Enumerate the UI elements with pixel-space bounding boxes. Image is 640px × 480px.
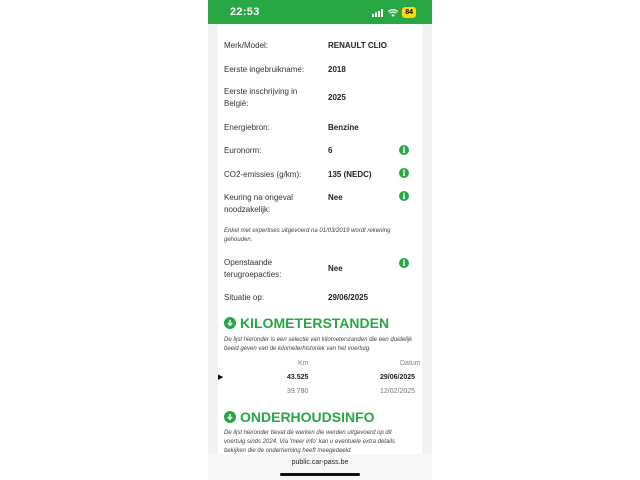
odometer-heading [224,315,389,331]
recalls-info-icon[interactable]: i [399,258,409,268]
odometer-km-1: 43.525 [287,374,309,381]
first-registration-be-label: Eerste inschrijving in België: [224,87,298,108]
inspection-label: Keuring na ongeval noodzakelijk: [224,193,293,214]
right-margin [422,24,432,454]
fuel-value: Benzine [328,123,359,132]
url-bar[interactable]: public.car-pass.be [291,459,349,466]
co2-info-icon[interactable]: i [399,168,409,178]
odometer-description: De lijst hieronder is een selectie van kilometerstanden die een duidelijk beeld geven van de kilometerhistoriek van het voertuig. [224,337,413,352]
euronorm-value: 6 [328,146,333,155]
inspection-note: Enkel met expertises uitgevoerd na 01/03/2019 wordt rekening gehouden. [224,228,391,243]
arrow-down-circle-icon [224,317,236,329]
column-header-date: Datum [400,360,421,367]
situation-label: Situatie op: [224,293,265,302]
status-bar [208,0,432,24]
recalls-label: Openstaande terugroepacties: [224,258,282,279]
clock: 22:53 [230,6,260,18]
battery-icon: 84 [402,7,416,18]
fuel-label: Energiebron: [224,123,270,132]
inspection-value: Nee [328,193,343,202]
euronorm-label: Euronorm: [224,146,262,155]
arrow-down-circle-icon [224,411,236,423]
situation-value: 29/06/2025 [328,293,369,302]
co2-value: 135 (NEDC) [328,170,372,179]
odometer-date-2: 12/02/2025 [380,388,416,395]
odometer-title: KILOMETERSTANDEN [240,315,390,331]
status-icons [372,7,416,18]
odometer-date-1: 29/06/2025 [380,374,416,381]
column-header-km: Km [298,360,309,367]
first-registration-label: Eerste ingebruikname: [224,65,305,74]
brand-model-value: RENAULT CLIO [328,41,387,50]
row-expand-arrow-icon[interactable]: ▶ [218,374,224,381]
browser-bar [208,454,432,480]
odometer-km-2: 39.780 [287,388,309,395]
signal-icon [372,9,384,17]
wifi-icon [388,9,398,17]
brand-model-label: Merk/Model: [224,41,269,50]
first-registration-value: 2018 [328,65,346,74]
page-content[interactable] [218,24,422,454]
inspection-info-icon[interactable]: i [399,191,409,201]
recalls-value: Nee [328,264,343,273]
maintenance-title: ONDERHOUDSINFO [240,409,375,425]
co2-label: CO2-emissies (g/km): [224,170,302,179]
euronorm-info-icon[interactable]: i [399,145,409,155]
maintenance-heading [224,409,375,425]
first-registration-be-value: 2025 [328,93,346,102]
left-margin [208,24,218,454]
home-indicator[interactable] [280,473,360,476]
maintenance-description: De lijst hieronder bevat de werken die werden uitgevoerd op dit voertuig sinds 2024. Via 'meer info' kan u eventuele extra details bekijken die de onderneming heeft meegedeeld. [224,430,395,454]
